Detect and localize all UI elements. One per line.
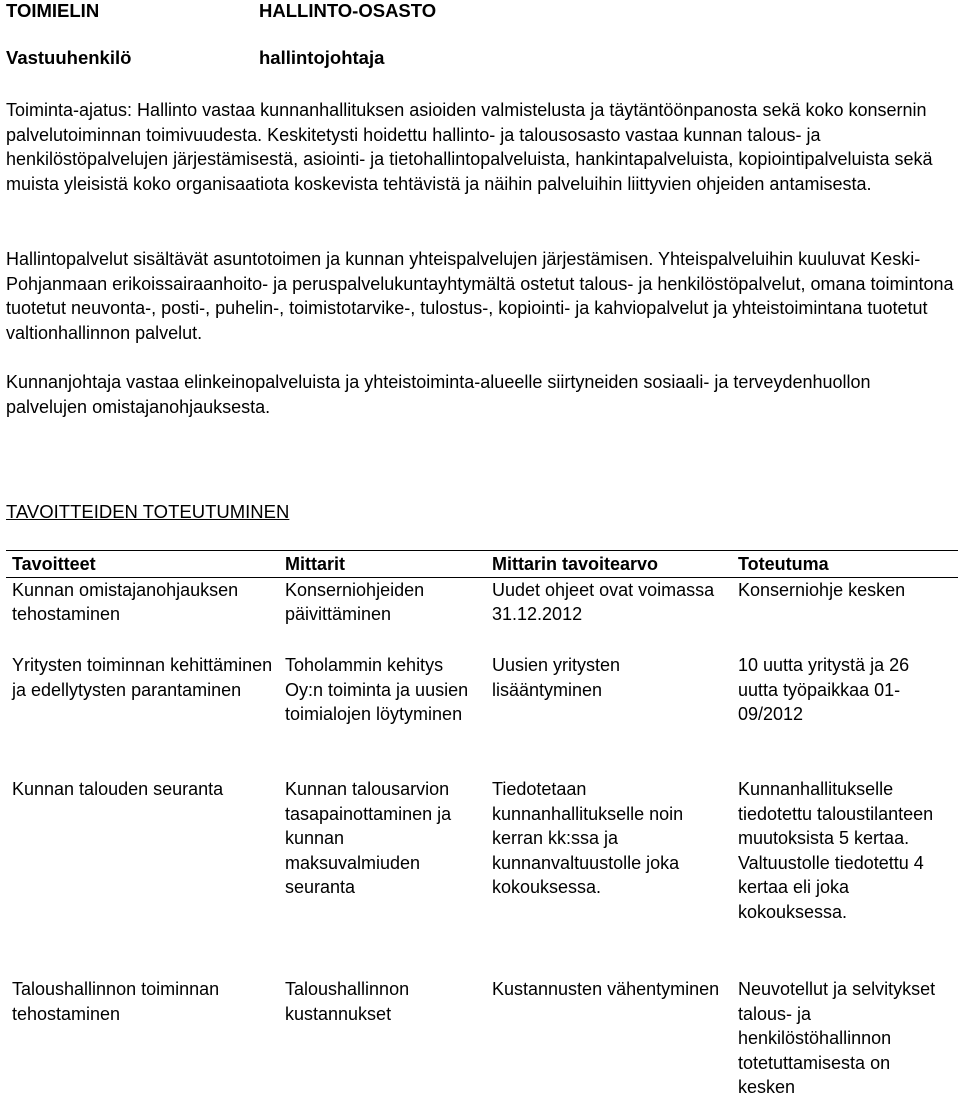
table-cell-tavoitearvo: Uusien yritysten lisääntyminen	[492, 655, 621, 700]
table-cell-tavoitearvo: Kustannusten vähentyminen	[492, 979, 720, 999]
table-cell-mittari: Taloushallinnon kustannukset	[285, 979, 410, 1024]
table-cell-toteutuma: Kunnanhallitukselle tiedotettu taloustilanteen muutoksista 5 kertaa. Valtuustolle tiedotettu 4 kertaa eli joka kokouksessa.	[738, 779, 934, 922]
table-cell-tavoite: Kunnan talouden seuranta	[12, 779, 224, 799]
table-cell-tavoite: Taloushallinnon toiminnan tehostaminen	[12, 979, 220, 1024]
column-header-toteutuma: Toteutuma	[732, 551, 958, 578]
table-cell-toteutuma: Konserniohje kesken	[738, 579, 906, 600]
hallintopalvelut-paragraph: Hallintopalvelut sisältävät asuntotoimen ja kunnan yhteispalvelujen järjestämisen. Yhteispalveluihin kuuluvat Keski-Pohjanmaan erikoissairaanhoito- ja peruspalvelukuntayhtymältä ostetut talous- ja henkilöstöpalvelut, omana toimintona tuotetut neuvonta-, posti-, puhelin-, toimistotarvike-, tulostus-, kopiointi- ja kahviopalvelut ja yhteistoimintana tuotetut valtionhallinnon palvelut.	[6, 249, 954, 343]
vastuuhenkilo-value: hallintojohtaja	[259, 47, 385, 68]
table-cell-tavoitearvo: Tiedotetaan kunnanhallitukselle noin kerran kk:ssa ja kunnanvaltuustolle joka kokouksessa.	[492, 779, 684, 897]
table-cell-toteutuma: Neuvotellut ja selvitykset talous- ja henkilöstöhallinnon totetuttamisesta on kesken	[738, 979, 936, 1097]
table-row	[6, 577, 958, 653]
toimielin-label: TOIMIELIN	[6, 0, 100, 21]
section-title: TAVOITTEIDEN TOTEUTUMINEN	[6, 501, 290, 522]
table-header-row	[6, 551, 958, 578]
column-header-tavoitearvo: Mittarin tavoitearvo	[486, 551, 732, 578]
column-header-tavoitteet: Tavoitteet	[6, 551, 279, 578]
table-row	[6, 977, 958, 1100]
column-header-mittarit: Mittarit	[279, 551, 486, 578]
kunnanjohtaja-paragraph: Kunnanjohtaja vastaa elinkeinopalveluista ja yhteistoiminta-alueelle siirtyneiden sosiaali- ja terveydenhuollon palvelujen omistajanohjauksesta.	[6, 372, 871, 417]
table-cell-mittari: Toholammin kehitys Oy:n toiminta ja uusien toimialojen löytyminen	[285, 655, 469, 724]
toimielin-value: HALLINTO-OSASTO	[259, 0, 437, 21]
table-cell-mittari: Kunnan talousarvion tasapainottaminen ja kunnan maksuvalmiuden seuranta	[285, 779, 452, 897]
table-cell-mittari: Konserniohjeiden päivittäminen	[285, 579, 425, 624]
table-row	[6, 777, 958, 977]
table-cell-toteutuma: 10 uutta yritystä ja 26 uutta työpaikkaa 01-09/2012	[738, 655, 910, 724]
table-cell-tavoite: Yritysten toiminnan kehittäminen ja edellytysten parantaminen	[12, 655, 273, 700]
table-row	[6, 653, 958, 777]
goals-table	[6, 550, 958, 1100]
vastuuhenkilo-label: Vastuuhenkilö	[6, 47, 132, 68]
table-cell-tavoite: Kunnan omistajanohjauksen tehostaminen	[12, 579, 239, 624]
toiminta-ajatus-paragraph: Toiminta-ajatus: Hallinto vastaa kunnanhallituksen asioiden valmistelusta ja täytäntöönpanosta sekä koko konsernin palvelutoiminnan toimivuudesta. Keskitetysti hoidettu hallinto- ja talousosasto vastaa kunnan talous- ja henkilöstöpalvelujen järjestämisestä, asiointi- ja tietohallintopalveluista, hankintapalveluista, kopiointipalveluista sekä muista yleisistä koko organisaatiota koskevista tehtävistä ja näihin palveluihin liittyvien ohjeiden antamisesta.	[6, 100, 933, 194]
table-cell-tavoitearvo: Uudet ohjeet ovat voimassa 31.12.2012	[492, 579, 715, 624]
